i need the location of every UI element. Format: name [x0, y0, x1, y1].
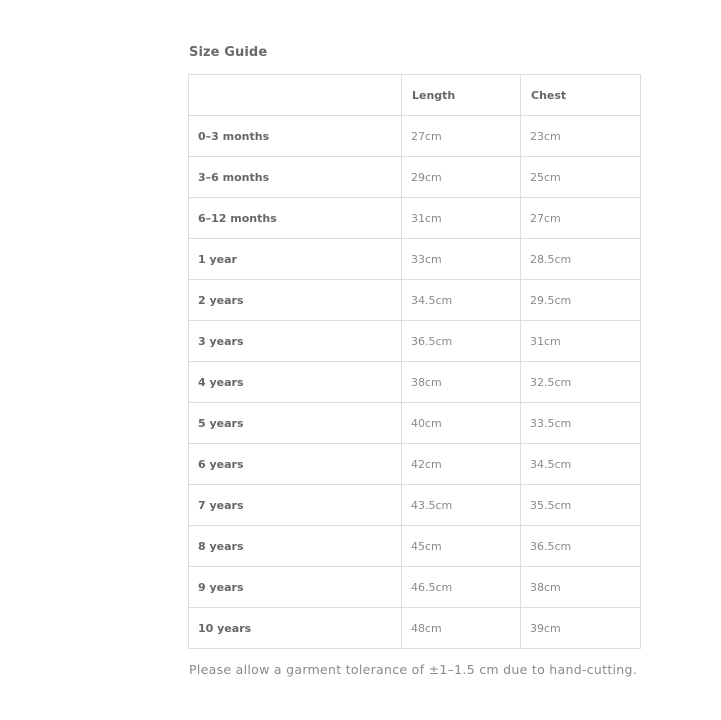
table-row	[189, 239, 641, 280]
size-label: 3–6 months	[189, 157, 402, 198]
chest-value: 36.5cm	[521, 526, 641, 567]
length-value: 45cm	[402, 526, 521, 567]
size-label: 1 year	[189, 239, 402, 280]
table-row	[189, 198, 641, 239]
size-label: 7 years	[189, 485, 402, 526]
length-value: 29cm	[402, 157, 521, 198]
chest-value: 35.5cm	[521, 485, 641, 526]
size-label: 4 years	[189, 362, 402, 403]
chest-value: 34.5cm	[521, 444, 641, 485]
size-label: 10 years	[189, 608, 402, 649]
length-value: 43.5cm	[402, 485, 521, 526]
header-chest: Chest	[521, 75, 641, 116]
size-label: 9 years	[189, 567, 402, 608]
chest-value: 27cm	[521, 198, 641, 239]
chest-value: 28.5cm	[521, 239, 641, 280]
length-value: 48cm	[402, 608, 521, 649]
length-value: 42cm	[402, 444, 521, 485]
size-label: 2 years	[189, 280, 402, 321]
header-length: Length	[402, 75, 521, 116]
chest-value: 38cm	[521, 567, 641, 608]
chest-value: 29.5cm	[521, 280, 641, 321]
header-size	[189, 75, 402, 116]
size-label: 5 years	[189, 403, 402, 444]
table-row	[189, 280, 641, 321]
table-row	[189, 444, 641, 485]
length-value: 40cm	[402, 403, 521, 444]
tolerance-note: Please allow a garment tolerance of ±1–1.5 cm due to hand-cutting.	[189, 662, 638, 677]
table-row	[189, 321, 641, 362]
table-row	[189, 362, 641, 403]
table-row	[189, 116, 641, 157]
table-row	[189, 526, 641, 567]
size-label: 6 years	[189, 444, 402, 485]
length-value: 31cm	[402, 198, 521, 239]
table-row	[189, 485, 641, 526]
chest-value: 23cm	[521, 116, 641, 157]
chest-value: 33.5cm	[521, 403, 641, 444]
length-value: 38cm	[402, 362, 521, 403]
table-header-row	[189, 75, 641, 116]
size-label: 6–12 months	[189, 198, 402, 239]
length-value: 27cm	[402, 116, 521, 157]
length-value: 36.5cm	[402, 321, 521, 362]
size-label: 0–3 months	[189, 116, 402, 157]
table-row	[189, 403, 641, 444]
chest-value: 25cm	[521, 157, 641, 198]
chest-value: 31cm	[521, 321, 641, 362]
length-value: 33cm	[402, 239, 521, 280]
size-label: 3 years	[189, 321, 402, 362]
chest-value: 39cm	[521, 608, 641, 649]
size-label: 8 years	[189, 526, 402, 567]
table-row	[189, 567, 641, 608]
length-value: 34.5cm	[402, 280, 521, 321]
table-row	[189, 157, 641, 198]
length-value: 46.5cm	[402, 567, 521, 608]
page-title: Size Guide	[189, 45, 268, 60]
table-row	[189, 608, 641, 649]
chest-value: 32.5cm	[521, 362, 641, 403]
size-guide-table	[188, 74, 641, 649]
